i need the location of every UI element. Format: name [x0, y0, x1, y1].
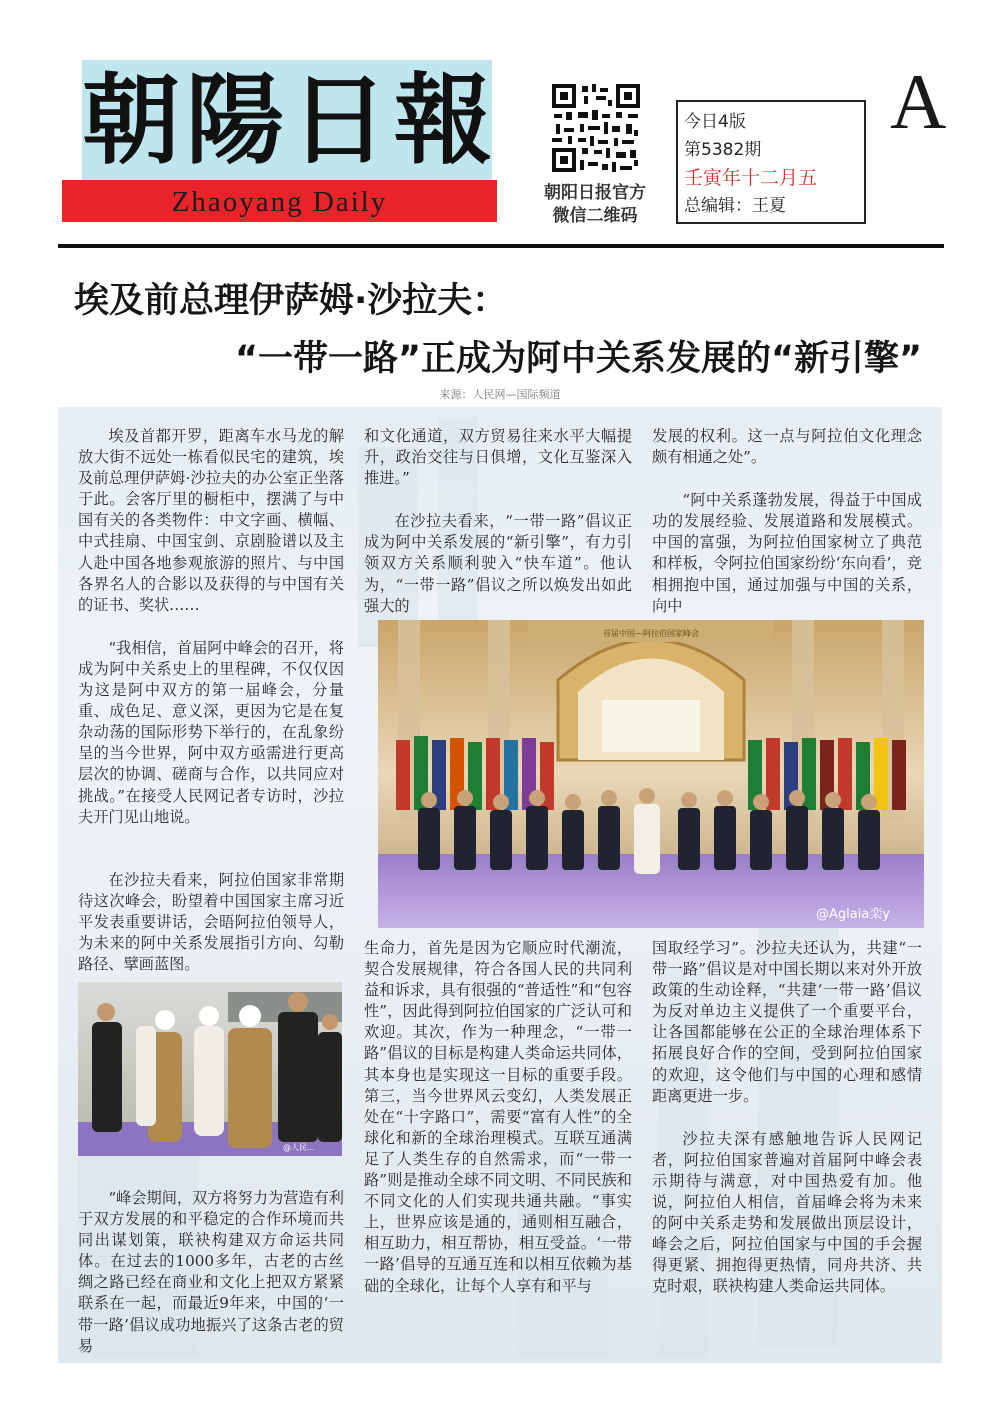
paragraph: 埃及首都开罗，距离车水马龙的解放大街不远处一栋看似民宅的建筑，埃及前总理伊萨姆·沙拉夫的办公室正坐落于此。会客厅里的橱柜中，摆满了与中国有关的各类物件：中文字画、横幅、中式挂扇、中国宝剑、京剧脸谱以及主人赴中国各地参观旅游的照片、与中国各界名人的合影以及获得的与中国有关的证书、奖状……: [78, 427, 344, 614]
article-column-1-bottom: [78, 1188, 344, 1379]
paragraph: 国取经学习”。沙拉夫还认为，共建“一带一路”倡议是对中国长期以来对外开放政策的生动诠释，“共建‘一带一路’倡议为反对单边主义提供了一个重要平台，让各国都能够在公正的全球治理体系下拓展良好合作的空间，受到阿拉伯国家的欢迎，这令他们与中国的心理和感情距离更进一步。: [652, 939, 922, 1105]
page-letter: A: [890, 58, 947, 145]
headline-line1: 埃及前总理伊萨姆·沙拉夫：: [74, 281, 508, 321]
paragraph: 生命力，首先是因为它顺应时代潮流，契合发展规律，符合各国人民的共同利益和诉求，具有很强的“普适性”和“包容性”，因此得到阿拉伯国家的广泛认可和欢迎。其次，作为一种理念，“一带一路”倡议的目标是构建人类命运共同体，其本身也是实现这一目标的重要手段。第三，当今世界风云变幻，人类发展正处在“十字路口”，需要“富有人性”的全球化和新的全球治理模式。互联互通满足了人类生存的自然需求，而“一带一路”则是推动全球不同文明、不同民族和不同文化的人们实现共通共融。“事实上，世界应该是通的，通则相互融合，相互助力，相互帮协，相互受益。‘一带一路’倡导的互通互连和以相互依赖为基础的全球化，让每个人享有和平与: [364, 939, 632, 1295]
summit-group-photo: [378, 620, 924, 928]
paragraph: 沙拉夫深有感触地告诉人民网记者，阿拉伯国家普遍对首届阿中峰会表示期待与满意，对中国热爱有加。他说，阿拉伯人相信，首届峰会将为未来的阿中关系走势和发展做出顶层设计，峰会之后，阿拉伯国家与中国的手会握得更紧、拥抱得更热情，同舟共济、共克时艰，联袂构建人类命运共同体。: [652, 1129, 922, 1296]
article-column-1-middle: [78, 870, 344, 997]
issue-date: 壬寅年十二月五: [684, 167, 818, 189]
paragraph: 和文化通道，双方贸易往来水平大幅提升，政治交往与日俱增，文化互鉴深入推进。”: [364, 427, 632, 488]
paragraph: 在沙拉夫看来，“一带一路”倡议正成为阿中关系发展的“新引擎”，有力引领双方关系顺利驶入“快车道”。他认为，“一带一路”倡议之所以焕发出如此强大的: [364, 512, 632, 615]
article-column-2-top: [364, 426, 632, 639]
qr-caption: [520, 182, 670, 228]
issue-info-box: [676, 100, 866, 224]
summit-banner: 首届中国—阿拉伯国家峰会: [603, 629, 699, 638]
paragraph: “阿中关系蓬勃发展，得益于中国成功的发展经验、发展道路和发展模式。中国的富强，为阿拉伯国家树立了典范和样板，令阿拉伯国家纷纷‘东向看’，竞相拥抱中国，通过加强与中国的关系，向中: [652, 491, 922, 615]
newspaper-title: 朝陽日報: [82, 63, 499, 178]
paragraph: “峰会期间，双方将努力为营造有利于双方发展的和平稳定的合作环境而共同出谋划策，联袂构建双方命运共同体。在过去的1000多年，古老的古丝绸之路已经在商业和文化上把双方紧紧联系在一起，而最近9年来，中国的‘一带一路’倡议成功地振兴了这条古老的贸易: [78, 1189, 344, 1355]
small-photo-watermark: @人民...: [283, 1143, 315, 1152]
masthead-rule: [58, 244, 944, 248]
article-column-3-top: [652, 426, 922, 639]
qr-caption-line2: 微信二维码: [552, 206, 638, 226]
main-photo-watermark: @Aglaia栾y: [816, 907, 890, 922]
article-column-1-top: [78, 426, 344, 850]
newspaper-english-title: Zhaoyang Daily: [171, 186, 388, 218]
article-column-3-bottom: [652, 938, 922, 1320]
article-column-2-bottom: [364, 938, 632, 1319]
paragraph: “我相信，首届阿中峰会的召开，将成为阿中关系史上的里程碑，不仅仅因为这是阿中双方的第一届峰会，分量重、成色足、意义深，更因为它是在复杂动荡的国际形势下举行的，在乱象纷呈的当今世界，阿中双方亟需进行更高层次的协调、磋商与合作，以共同应对挑战。”在接受人民网记者专访时，沙拉夫开门见山地说。: [78, 638, 344, 826]
headline-line2: “一带一路”正成为阿中关系发展的“新引擎”: [234, 339, 922, 379]
paragraph: 在沙拉夫看来，阿拉伯国家非常期待这次峰会，盼望着中国国家主席习近平发表重要讲话，会晤阿拉伯领导人，为未来的阿中关系发展指引方向、勾勒路径、擘画蓝图。: [78, 871, 344, 974]
article-source: 来源：人民网—国际频道: [439, 388, 561, 401]
airport-welcome-photo: [78, 982, 342, 1156]
wechat-qr-code[interactable]: [550, 82, 642, 174]
issue-number: 第5382期: [684, 140, 762, 160]
editor-in-chief: 总编辑：王夏: [684, 196, 786, 216]
qr-caption-line1: 朝阳日报官方: [544, 183, 646, 203]
paragraph: 发展的权利。这一点与阿拉伯文化理念颇有相通之处”。: [652, 427, 922, 467]
issue-pages: 今日4版: [684, 112, 746, 132]
